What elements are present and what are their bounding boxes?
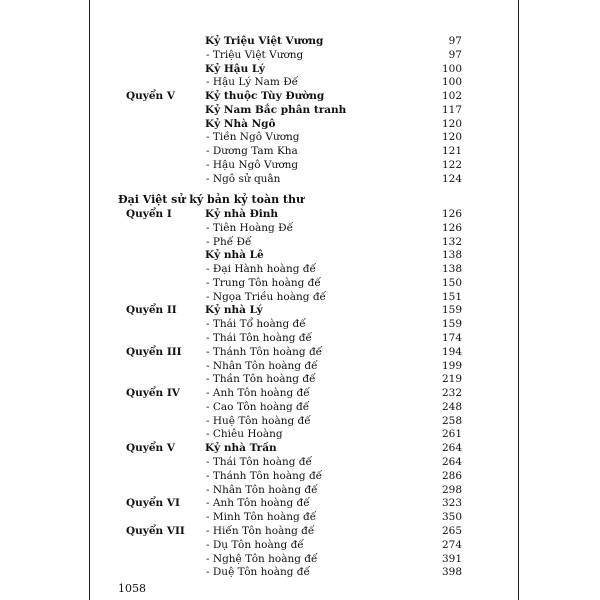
page-ref: 274 xyxy=(441,538,462,551)
toc-row xyxy=(90,469,518,483)
toc-row xyxy=(90,427,518,441)
chapter-entry: - Ngô sử quân xyxy=(206,172,281,185)
volume-label: Quyển IV xyxy=(126,387,180,400)
chapter-entry: - Tiên Hoàng Đế xyxy=(206,221,294,234)
toc-row xyxy=(90,524,518,538)
toc-row xyxy=(90,496,518,510)
toc-row xyxy=(90,359,518,373)
page-ref: 286 xyxy=(441,469,462,482)
toc-row xyxy=(90,386,518,400)
page-ref: 97 xyxy=(448,48,462,61)
page-ref: 232 xyxy=(441,387,462,400)
chapter-entry: - Dụ Tôn hoàng đế xyxy=(206,538,304,551)
page-ref: 398 xyxy=(441,566,462,579)
page-ref: 151 xyxy=(441,290,462,303)
page-ref: 159 xyxy=(441,318,462,331)
chapter-entry: - Trung Tôn hoàng đế xyxy=(206,276,321,289)
toc-row xyxy=(90,221,518,235)
chapter-entry: - Thái Tôn hoàng đế xyxy=(206,332,312,345)
toc-row xyxy=(90,303,518,317)
section-title: Đại Việt sử ký bản kỷ toàn thư xyxy=(118,193,304,206)
chapter-heading: Kỷ nhà Lý xyxy=(205,304,263,317)
page-ref: 100 xyxy=(441,62,462,75)
page-ref: 248 xyxy=(441,400,462,413)
page-ref: 126 xyxy=(441,221,462,234)
chapter-heading: Kỷ Triệu Việt Vương xyxy=(205,35,324,47)
toc-row xyxy=(90,510,518,524)
page-ref: 174 xyxy=(441,332,462,345)
toc-row xyxy=(90,158,518,172)
page-ref: 122 xyxy=(441,158,462,171)
chapter-heading: Kỷ thuộc Tùy Đường xyxy=(205,90,325,102)
chapter-entry: - Hậu Lý Nam Đế xyxy=(206,76,299,89)
page-ref: 264 xyxy=(441,456,462,469)
toc-row xyxy=(90,400,518,414)
volume-label: Quyển I xyxy=(126,208,172,220)
chapter-entry: - Thái Tổ hoàng đế xyxy=(206,318,306,331)
chapter-entry: - Anh Tôn hoàng đế xyxy=(206,387,310,400)
toc-row xyxy=(90,117,518,131)
page-ref: 258 xyxy=(441,414,462,427)
toc-row xyxy=(90,34,518,48)
page-ref: 199 xyxy=(441,359,462,372)
chapter-entry: - Nhân Tôn hoàng đế xyxy=(206,483,318,496)
page-ref: 298 xyxy=(441,483,462,496)
volume-label: Quyển VI xyxy=(126,497,180,510)
page-ref: 126 xyxy=(441,208,462,220)
chapter-entry: - Cao Tôn hoàng đế xyxy=(206,400,310,413)
chapter-entry: - Nhân Tôn hoàng đế xyxy=(206,359,318,372)
toc-row xyxy=(90,345,518,359)
chapter-entry: - Minh Tôn hoàng đế xyxy=(206,511,317,524)
page-ref: 138 xyxy=(441,263,462,276)
chapter-entry: - Thái Tôn hoàng đế xyxy=(206,456,312,469)
chapter-entry: - Nghệ Tôn hoàng đế xyxy=(206,552,318,565)
chapter-heading: Kỷ Nhà Ngô xyxy=(205,117,276,130)
toc-row xyxy=(90,552,518,566)
toc-row xyxy=(90,103,518,117)
toc-row xyxy=(90,62,518,76)
page-ref: 350 xyxy=(441,511,462,524)
toc-row xyxy=(90,414,518,428)
page-ref: 159 xyxy=(441,304,462,317)
page-ref: 117 xyxy=(441,103,462,116)
page-ref: 102 xyxy=(441,90,462,102)
volume-label: Quyển V xyxy=(126,90,175,102)
toc-row xyxy=(90,248,518,262)
chapter-entry: - Phế Đế xyxy=(206,235,252,248)
page-ref: 124 xyxy=(441,172,462,185)
chapter-entry: - Hậu Ngô Vương xyxy=(206,158,299,171)
chapter-heading: Kỷ Nam Bắc phân tranh xyxy=(205,103,347,116)
page-ref: 150 xyxy=(441,276,462,289)
chapter-entry: - Tiền Ngô Vương xyxy=(206,131,300,144)
chapter-heading: Kỷ nhà Lê xyxy=(205,249,264,262)
toc-row xyxy=(90,331,518,345)
chapter-heading: Kỷ Hậu Lý xyxy=(205,62,266,75)
toc-row xyxy=(90,75,518,89)
toc-row xyxy=(90,48,518,62)
toc-row xyxy=(90,565,518,579)
chapter-heading: Kỷ nhà Đinh xyxy=(205,208,279,220)
page-number: 1058 xyxy=(118,582,146,595)
toc-row xyxy=(90,441,518,455)
volume-label: Quyển II xyxy=(126,304,177,317)
page-ref: 265 xyxy=(441,524,462,537)
book-page xyxy=(89,0,519,600)
chapter-entry: - Anh Tôn hoàng đế xyxy=(206,497,310,510)
toc-row xyxy=(90,172,518,186)
page-ref: 100 xyxy=(441,76,462,89)
toc-row xyxy=(90,89,518,103)
page-ref: 323 xyxy=(441,497,462,510)
chapter-entry: - Dương Tam Kha xyxy=(206,145,298,157)
page-ref: 194 xyxy=(441,345,462,358)
toc-row xyxy=(90,207,518,221)
page-ref: 120 xyxy=(441,117,462,130)
chapter-entry: - Thánh Tôn hoàng đế xyxy=(206,469,323,482)
chapter-entry: - Hiến Tôn hoàng đế xyxy=(206,524,315,537)
chapter-entry: - Thánh Tôn hoàng đế xyxy=(206,345,323,358)
toc-row xyxy=(90,455,518,469)
toc-row xyxy=(90,483,518,497)
toc-row xyxy=(90,235,518,249)
chapter-heading: Kỷ nhà Trần xyxy=(205,442,277,455)
chapter-entry: - Đại Hành hoàng đế xyxy=(206,263,316,276)
toc-row xyxy=(90,130,518,144)
toc-row xyxy=(90,317,518,331)
toc-row xyxy=(90,144,518,158)
page-ref: 132 xyxy=(441,235,462,248)
toc-row xyxy=(90,372,518,386)
chapter-entry: - Triệu Việt Vương xyxy=(206,48,304,61)
chapter-entry: - Thần Tôn hoàng đế xyxy=(206,373,316,386)
toc-row xyxy=(90,262,518,276)
volume-label: Quyển III xyxy=(126,345,182,358)
chapter-entry: - Ngọa Triều hoàng đế xyxy=(206,290,327,303)
page-ref: 121 xyxy=(441,145,462,157)
page-ref: 219 xyxy=(441,373,462,386)
chapter-entry: - Duệ Tôn hoàng đế xyxy=(206,566,310,579)
chapter-entry: - Chiêu Hoàng xyxy=(206,428,283,441)
page-ref: 138 xyxy=(441,249,462,262)
page-ref: 264 xyxy=(441,442,462,455)
page-ref: 261 xyxy=(441,428,462,441)
page-ref: 120 xyxy=(441,131,462,144)
volume-label: Quyển V xyxy=(126,442,175,455)
chapter-entry: - Huệ Tôn hoàng đế xyxy=(206,414,311,427)
toc-row xyxy=(90,276,518,290)
toc-row xyxy=(90,290,518,304)
toc-row xyxy=(90,538,518,552)
page-ref: 391 xyxy=(441,552,462,565)
page-ref: 97 xyxy=(448,35,462,47)
volume-label: Quyển VII xyxy=(126,524,185,537)
